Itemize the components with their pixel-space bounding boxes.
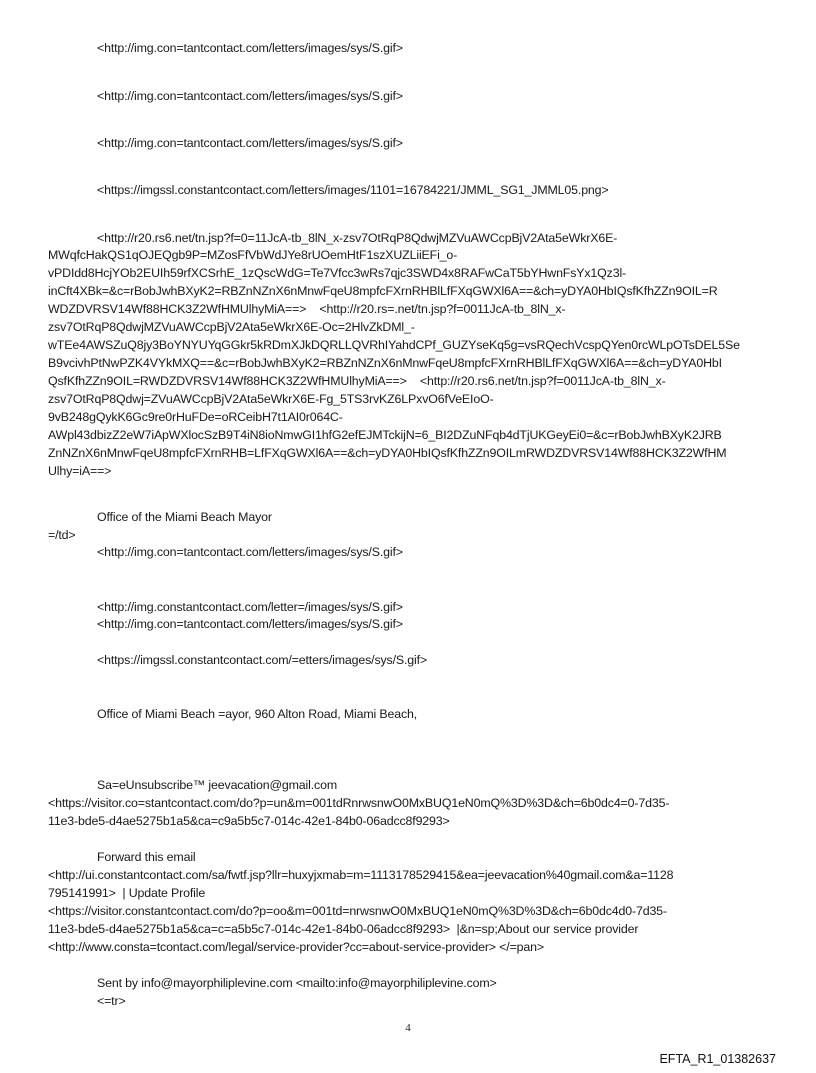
text-line: ZnNZnX6nMnwFqeU8mpfcFXrnRHB=LfFXqGWXl6A==&ch=yDYA0HbIQsfKfhZZn9OILmRWDZDVRSV14Wf88HCK3Z2WfHM — [48, 446, 727, 460]
text-line: AWpl43dbizZ2eW7iApWXlocSzB9T4iN8ioNmwGI1hfG2efEJMTckijN=6_BI2DZuNFqb4dTjUKGeyEi0=&c=rBobJwhBXyK2JRB — [48, 428, 722, 442]
text-line[interactable]: QsfKfhZZn9OIL=RWDZDVRSV14Wf88HCK3Z2WfHMUlhyMiA==> <http://r20.rs6.net/tn.jsp?f=0011JcA-tb_8lN_x- — [48, 374, 666, 388]
text-line: MWqfcHakQS1qOJEQgb9P=MZosFfVbWdJYe8rUOemHtF1szXUZLiiEFi_o- — [48, 248, 458, 262]
image-link[interactable]: <http://img.con=tantcontact.com/letters/images/sys/S.gif> — [97, 545, 403, 559]
image-link[interactable]: <http://img.con=tantcontact.com/letters/images/sys/S.gif> — [97, 89, 403, 103]
text-line: wTEe4AWSZuQ8jy3BoYNYUYqGGkr5kRDmXJkDQRLLQVRhIYahdCPf_GUZYseKq5g=vsRQechVcspQYen0rcWLpOTsDEL5Se — [48, 338, 740, 352]
bates-number: EFTA_R1_01382637 — [659, 1052, 776, 1066]
text-line: Ulhy=iA==> — [48, 464, 112, 478]
sent-by-line[interactable]: Sent by info@mayorphiliplevine.com <mailto:info@mayorphiliplevine.com> — [97, 976, 497, 990]
unsubscribe-url[interactable]: 11e3-bde5-d4ae5275b1a5&ca=c9a5b5c7-014c-42e1-84b0-06adcc8f9293> — [48, 814, 450, 828]
image-link[interactable]: <http://img.con=tantcontact.com/letters/images/sys/S.gif> — [97, 41, 403, 55]
image-link[interactable]: <http://img.con=tantcontact.com/letters/images/sys/S.gif> — [97, 136, 403, 150]
update-profile-link[interactable]: 795141991> | Update Profile — [48, 886, 206, 900]
unsubscribe-link[interactable]: Sa=eUnsubscribe™ jeevacation@gmail.com — [97, 778, 338, 792]
image-link[interactable]: <http://img.constantcontact.com/letter=/images/sys/S.gif> — [97, 600, 403, 614]
update-profile-url[interactable]: <https://visitor.constantcontact.com/do?p=oo&m=001td=nrwsnwO0MxBUQ1eN0mQ%3D%3D&ch=6b0dc4d0-7d35- — [48, 904, 667, 918]
text-line: zsv7OtRqP8QdwjMZVuAWCcpBjV2Ata5eWkrX6E-Oc=2HlvZkDMl_- — [48, 320, 415, 334]
text-line: B9vcivhPtNwPZK4VYkMXQ==&c=rBobJwhBXyK2=RBZnNZnX6nMnwFqeU8mpfcFXrnRHBlLfFXqGWXl6A==&ch=yDYA0HbI — [48, 356, 722, 370]
markup-fragment: <=tr> — [97, 994, 126, 1008]
text-line: inCft4XBk=&c=rBobJwhBXyK2=RBZnNZnX6nMnwFqeU8mpfcFXrnRHBlLfFXqGWXl6A==&ch=yDYA0HbIQsfKfhZZn9OIL=R — [48, 284, 718, 298]
office-heading: Office of the Miami Beach Mayor — [97, 510, 272, 524]
image-link[interactable]: <http://img.con=tantcontact.com/letters/images/sys/S.gif> — [97, 617, 403, 631]
text-line: zsv7OtRqP8Qdwj=ZVuAWCcpBjV2Ata5eWkrX6E-Fg_5TS3rvKZ6LPxvO6fVeEIoO- — [48, 392, 494, 406]
page-number: 4 — [405, 1022, 411, 1034]
text-line[interactable]: <http://r20.rs6.net/tn.jsp?f=0=11JcA-tb_8lN_x-zsv7OtRqP8QdwjMZVuAWCcpBjV2Ata5eWkrX6E- — [97, 231, 618, 245]
forward-email-link[interactable]: Forward this email — [97, 850, 196, 864]
service-provider-url[interactable]: <http://www.consta=tcontact.com/legal/service-provider?cc=about-service-provider> </=pan> — [48, 940, 544, 954]
image-link[interactable]: <https://imgssl.constantcontact.com/letters/images/1101=16784221/JMML_SG1_JMML05.png> — [97, 183, 609, 197]
unsubscribe-url[interactable]: <https://visitor.co=stantcontact.com/do?p=un&m=001tdRnrwsnwO0MxBUQ1eN0mQ%3D%3D&ch=6b0dc4=0-7d35- — [48, 796, 670, 810]
markup-fragment: =/td> — [48, 528, 76, 542]
service-provider-link[interactable]: 11e3-bde5-d4ae5275b1a5&ca=c=a5b5c7-014c-42e1-84b0-06adcc8f9293> |&n=sp;About our service provider — [48, 922, 639, 936]
office-address: Office of Miami Beach =ayor, 960 Alton Road, Miami Beach, — [97, 707, 418, 721]
text-line: 9vB248gQykK6Gc9re0rHuFDe=oRCeibH7t1AI0r064C- — [48, 410, 343, 424]
text-line: vPDIdd8HcjYOb2EUIh59rfXCSrhE_1zQscWdG=Te7Vfcc3wRs7qjc3SWD4x8RAFwCaT5bYHwnFsYx1Qz3l- — [48, 266, 627, 280]
text-line[interactable]: WDZDVRSV14Wf88HCK3Z2WfHMUlhyMiA==> <http://r20.rs=.net/tn.jsp?f=0011JcA-tb_8lN_x- — [48, 302, 566, 316]
image-link[interactable]: <https://imgssl.constantcontact.com/=etters/images/sys/S.gif> — [97, 653, 428, 667]
forward-url[interactable]: <http://ui.constantcontact.com/sa/fwtf.jsp?llr=huxyjxmab=m=1113178529415&ea=jeevacation%40gmail.com&a=1128 — [48, 868, 674, 882]
